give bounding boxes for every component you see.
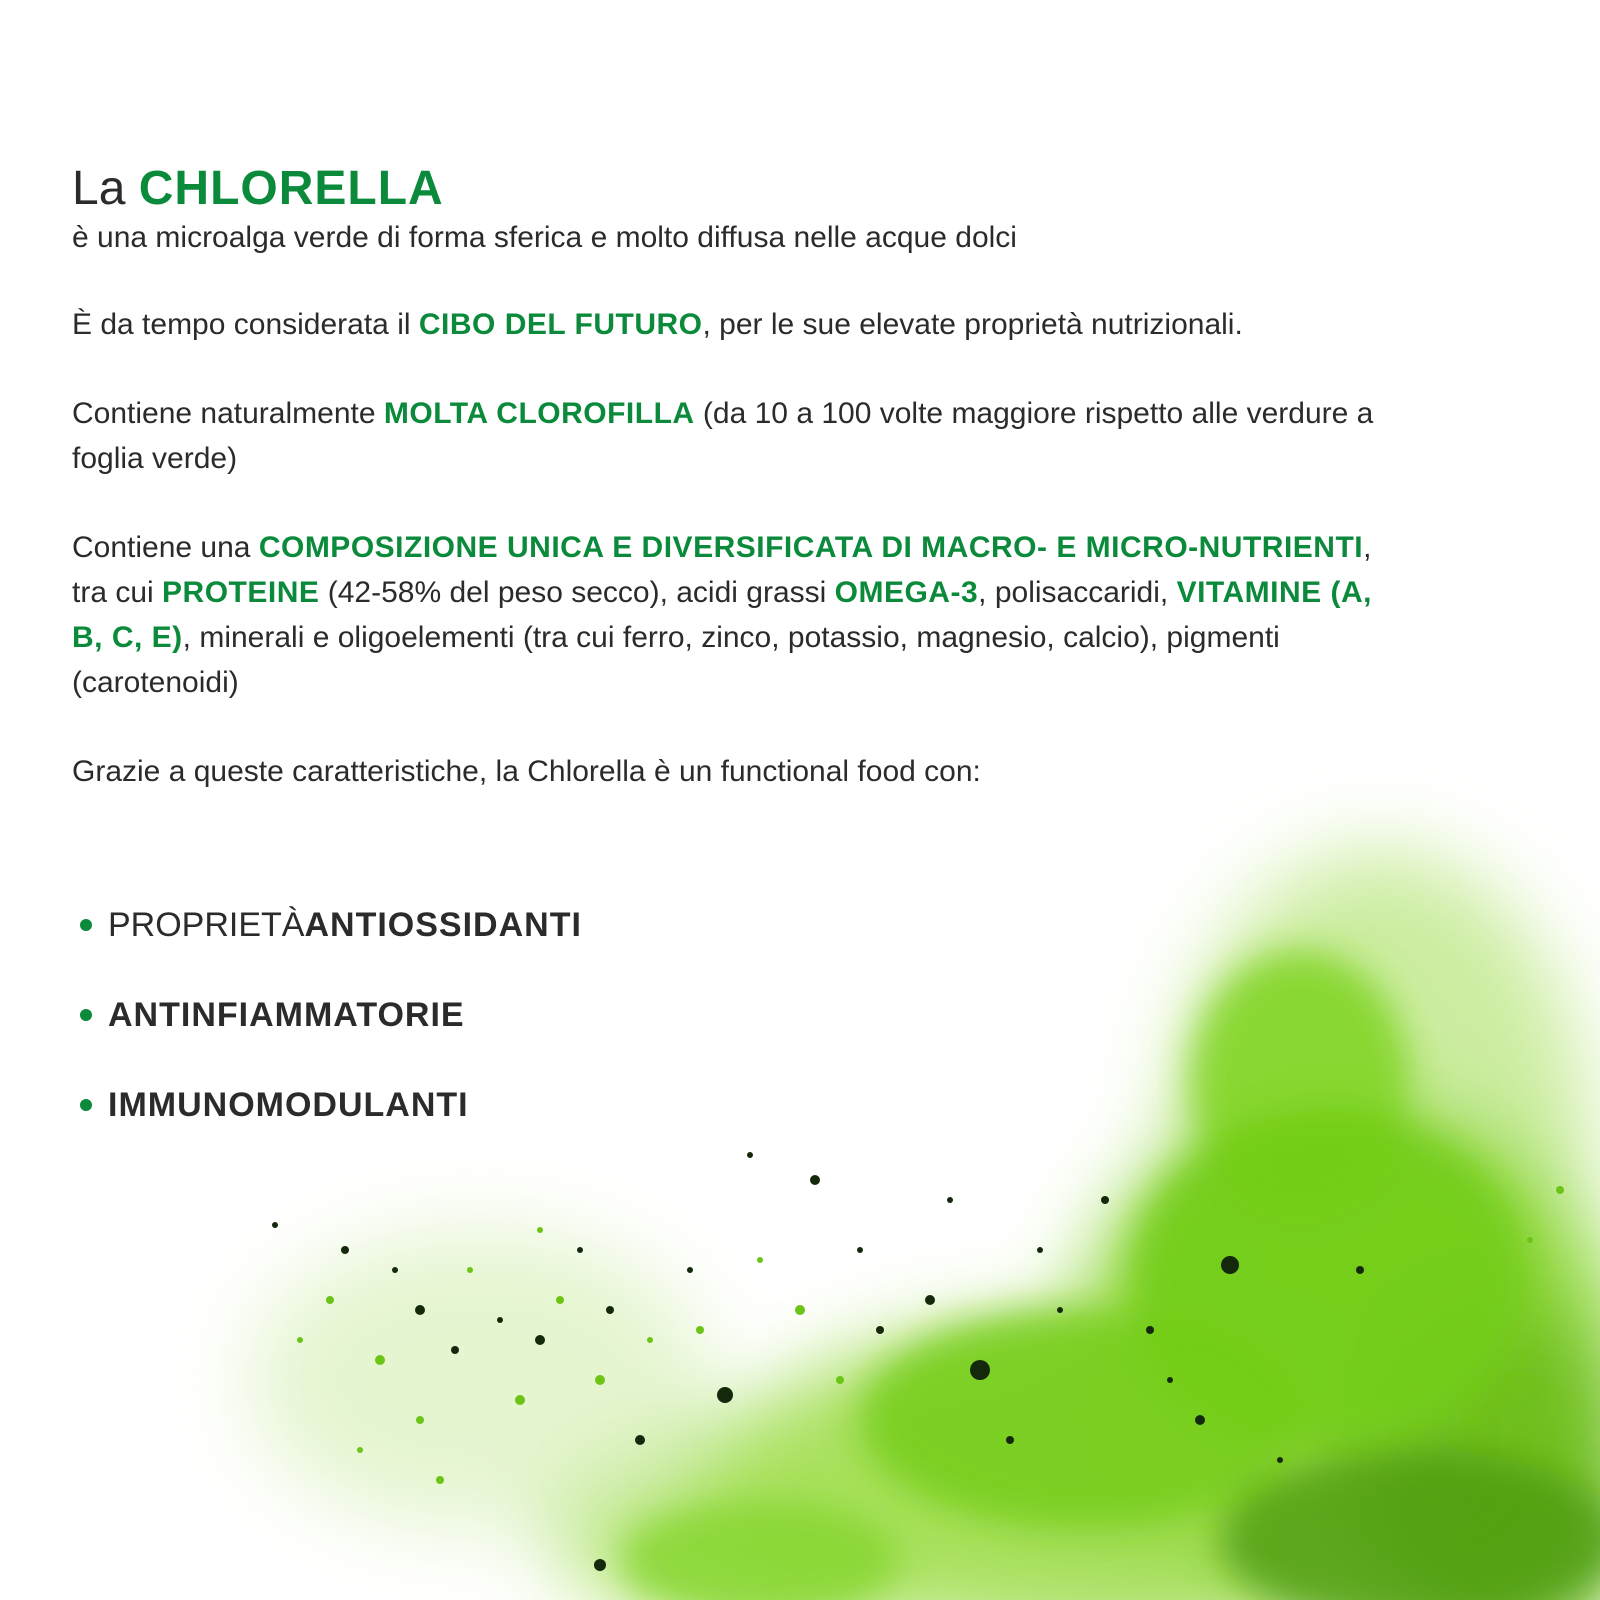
- list-item: [80, 970, 582, 1060]
- page-title: [72, 160, 1402, 218]
- paragraph-clorofilla: [72, 391, 1402, 481]
- para3-highlight-3: OMEGA-3: [834, 576, 979, 609]
- list-item: [80, 1060, 582, 1150]
- para1-text-1: È da tempo considerata il: [72, 308, 419, 341]
- para3-text-1: Contiene una: [72, 531, 259, 564]
- paragraph-cibo-futuro: [72, 302, 1402, 347]
- para3-highlight-2: PROTEINE: [162, 576, 320, 609]
- para3-highlight-1: COMPOSIZIONE UNICA E DIVERSIFICATA DI MACRO- E MICRO-NUTRIENTI: [258, 531, 1364, 564]
- bullet-strong-label: ANTIOSSIDANTI: [304, 906, 582, 944]
- bullet-label: PROPRIETÀ: [108, 906, 305, 944]
- text-content: [72, 160, 1402, 794]
- list-item: [80, 880, 582, 970]
- para1-text-2: , per le sue elevate proprietà nutrizionali.: [702, 308, 1243, 341]
- para3-text-5: , minerali e oligoelementi (tra cui ferro, zinco, potassio, magnesio, calcio), pigmenti (carotenoidi): [72, 621, 1280, 699]
- bullet-dot-icon: [80, 1099, 92, 1111]
- bullet-strong-label: ANTINFIAMMATORIE: [108, 996, 465, 1034]
- para2-text-2: (da 10 a 100 volte maggiore rispetto alle verdure a foglia verde): [72, 397, 1374, 475]
- paragraph-composizione: [72, 525, 1402, 705]
- intro-text: Grazie a queste caratteristiche, la Chlorella è un functional food con:: [72, 755, 981, 788]
- para2-text-1: Contiene naturalmente: [72, 397, 384, 430]
- bullet-strong-label: IMMUNOMODULANTI: [108, 1086, 469, 1124]
- para3-text-4: , polisaccaridi,: [978, 576, 1177, 609]
- bullet-dot-icon: [80, 919, 92, 931]
- para1-highlight: CIBO DEL FUTURO: [418, 308, 703, 341]
- subtitle: è una microalga verde di forma sferica e molto diffusa nelle acque dolci: [72, 221, 1017, 254]
- para3-text-3: (42-58% del peso secco), acidi grassi: [319, 576, 835, 609]
- bullet-dot-icon: [80, 1009, 92, 1021]
- para3-highlight-4: VITAMINE (A, B, C, E): [72, 576, 1373, 654]
- title-highlight: CHLORELLA: [138, 162, 444, 215]
- para2-highlight: MOLTA CLOROFILLA: [383, 397, 695, 430]
- title-prefix: La: [72, 162, 126, 215]
- benefits-list: [80, 880, 582, 1150]
- para3-text-2: , tra cui: [72, 531, 1372, 609]
